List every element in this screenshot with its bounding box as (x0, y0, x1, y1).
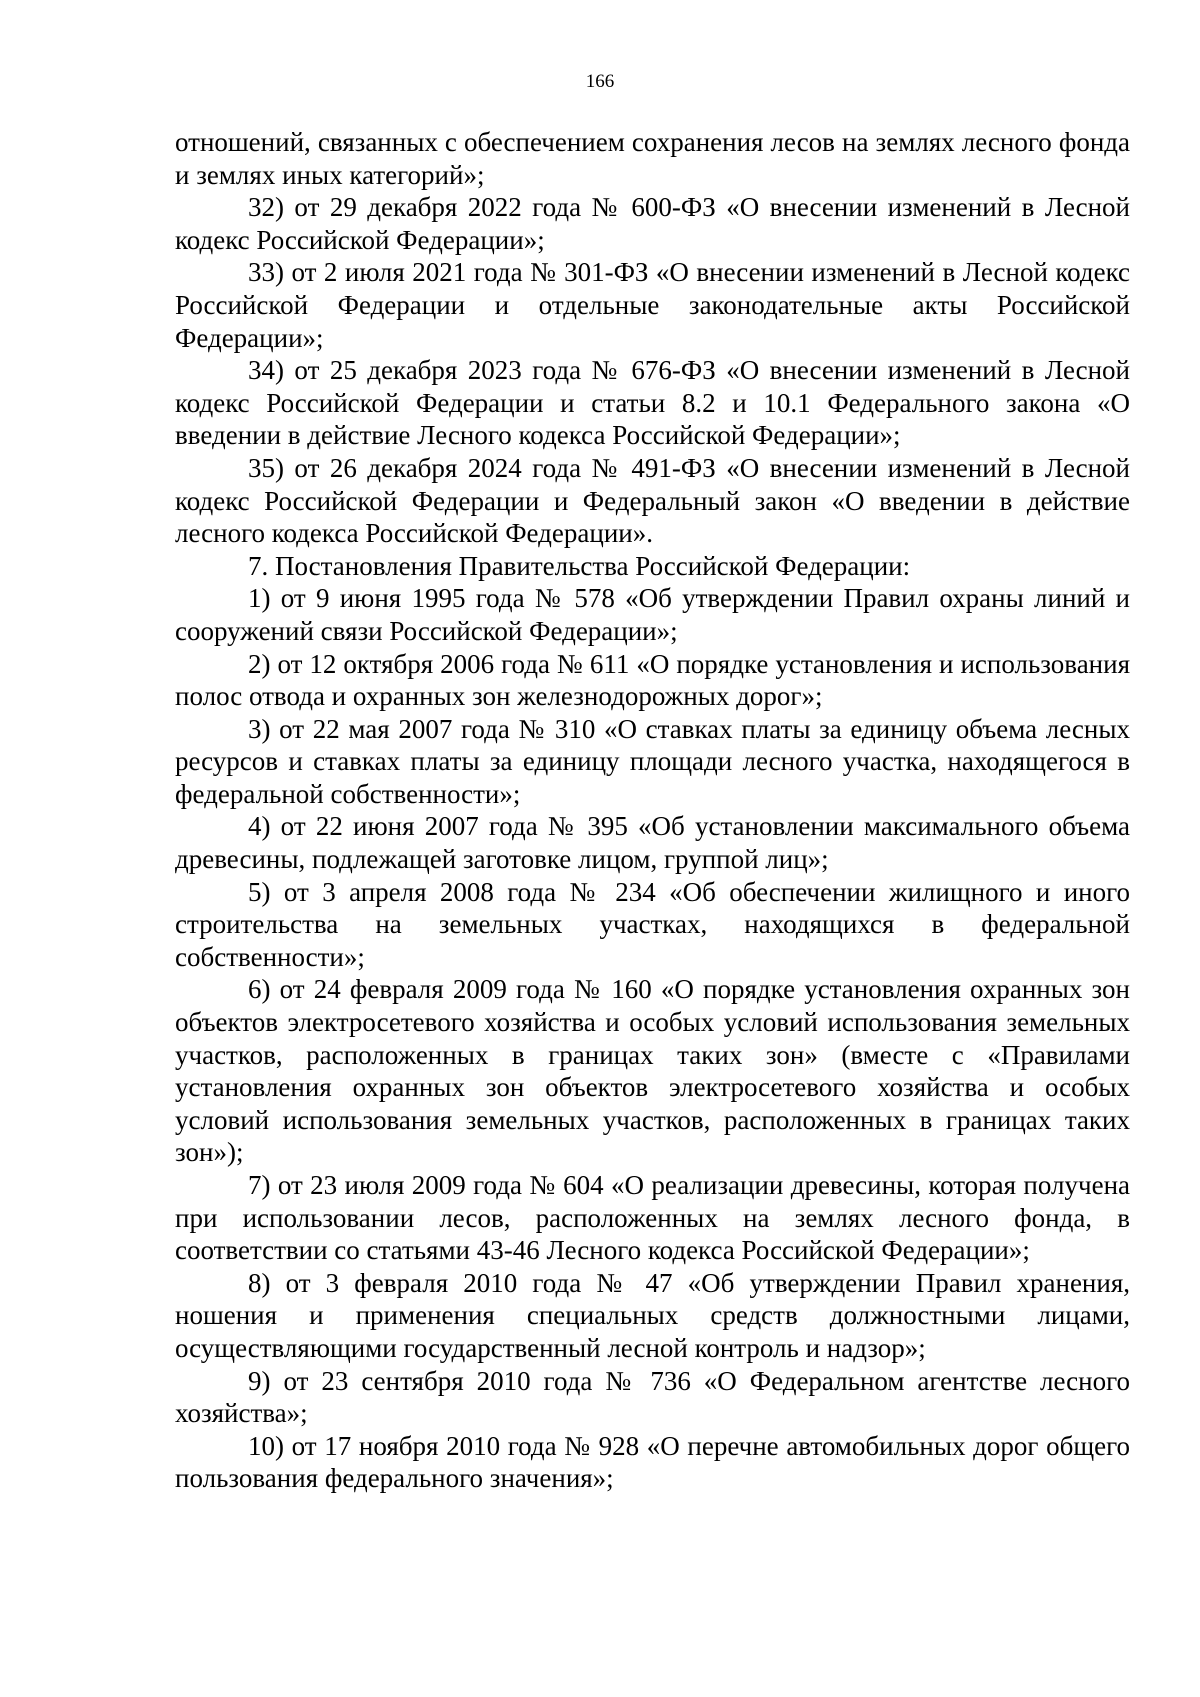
paragraph-resolution-8: 8) от 3 февраля 2010 года № 47 «Об утверждении Правил хранения, ношения и применения специальных средств должностными лицами, осуществляющими государственный лесной контроль и надзор»; (175, 1267, 1130, 1363)
paragraph-resolution-5: 5) от 3 апреля 2008 года № 234 «Об обеспечении жилищного и иного строительства на земельных участках, находящихся в федеральной собственности»; (175, 876, 1130, 972)
paragraph-item-35: 35) от 26 декабря 2024 года № 491-ФЗ «О внесении изменений в Лесной кодекс Российской Федерации и Федеральный закон «О введении в действие лесного кодекса Российской Федерации». (175, 452, 1130, 549)
paragraph-item-32: 32) от 29 декабря 2022 года № 600-ФЗ «О внесении изменений в Лесной кодекс Российской Федерации»; (175, 192, 1130, 255)
page-number: 166 (585, 71, 615, 92)
paragraph-resolution-1: 1) от 9 июня 1995 года № 578 «Об утверждении Правил охраны линий и сооружений связи Российской Федерации»; (175, 583, 1130, 646)
paragraph-item-33: 33) от 2 июля 2021 года № 301-ФЗ «О внесении изменений в Лесной кодекс Российской Федерации и отдельные законодательные акты Российской Федерации»; (175, 257, 1130, 353)
paragraph-resolution-2: 2) от 12 октября 2006 года № 611 «О порядке установления и использования полос отвода и охранных зон железнодорожных дорог»; (175, 648, 1130, 712)
paragraph-resolution-7: 7) от 23 июля 2009 года № 604 «О реализации древесины, которая получена при использовании лесов, расположенных на землях лесного фонда, в соответствии со статьями 43-46 Лесного кодекса Российской Федерации»; (175, 1170, 1130, 1266)
section-heading-7: 7. Постановления Правительства Российской Федерации: (248, 550, 911, 581)
paragraph-resolution-10: 10) от 17 ноября 2010 года № 928 «О перечне автомобильных дорог общего пользования федерального значения»; (175, 1430, 1130, 1494)
paragraph-resolution-3: 3) от 22 мая 2007 года № 310 «О ставках платы за единицу объема лесных ресурсов и ставках платы за единицу площади лесного участка, находящегося в федеральной собственности»; (175, 713, 1130, 809)
paragraph-resolution-9: 9) от 23 сентября 2010 года № 736 «О Федеральном агентстве лесного хозяйства»; (175, 1365, 1130, 1429)
paragraph-resolution-6: 6) от 24 февраля 2009 года № 160 «О порядке установления охранных зон объектов электросетевого хозяйства и особых условий использования земельных участков, расположенных в границах таких зон» (вместе с «Правилами установления охранных зон объектов электросетевого хозяйства и особых условий использования земельных участков, расположенных в границах таких зон»); (175, 974, 1130, 1168)
document-body (175, 126, 1130, 1495)
paragraph-continuation: отношений, связанных с обеспечением сохранения лесов на землях лесного фонда и землях иных категорий»; (175, 127, 1130, 190)
paragraph-item-34: 34) от 25 декабря 2023 года № 676-ФЗ «О внесении изменений в Лесной кодекс Российской Федерации и статьи 8.2 и 10.1 Федерального закона «О введении в действие Лесного кодекса Российской Федерации»; (175, 355, 1130, 451)
paragraph-resolution-4: 4) от 22 июня 2007 года № 395 «Об установлении максимального объема древесины, подлежащей заготовке лицом, группой лиц»; (175, 811, 1130, 875)
